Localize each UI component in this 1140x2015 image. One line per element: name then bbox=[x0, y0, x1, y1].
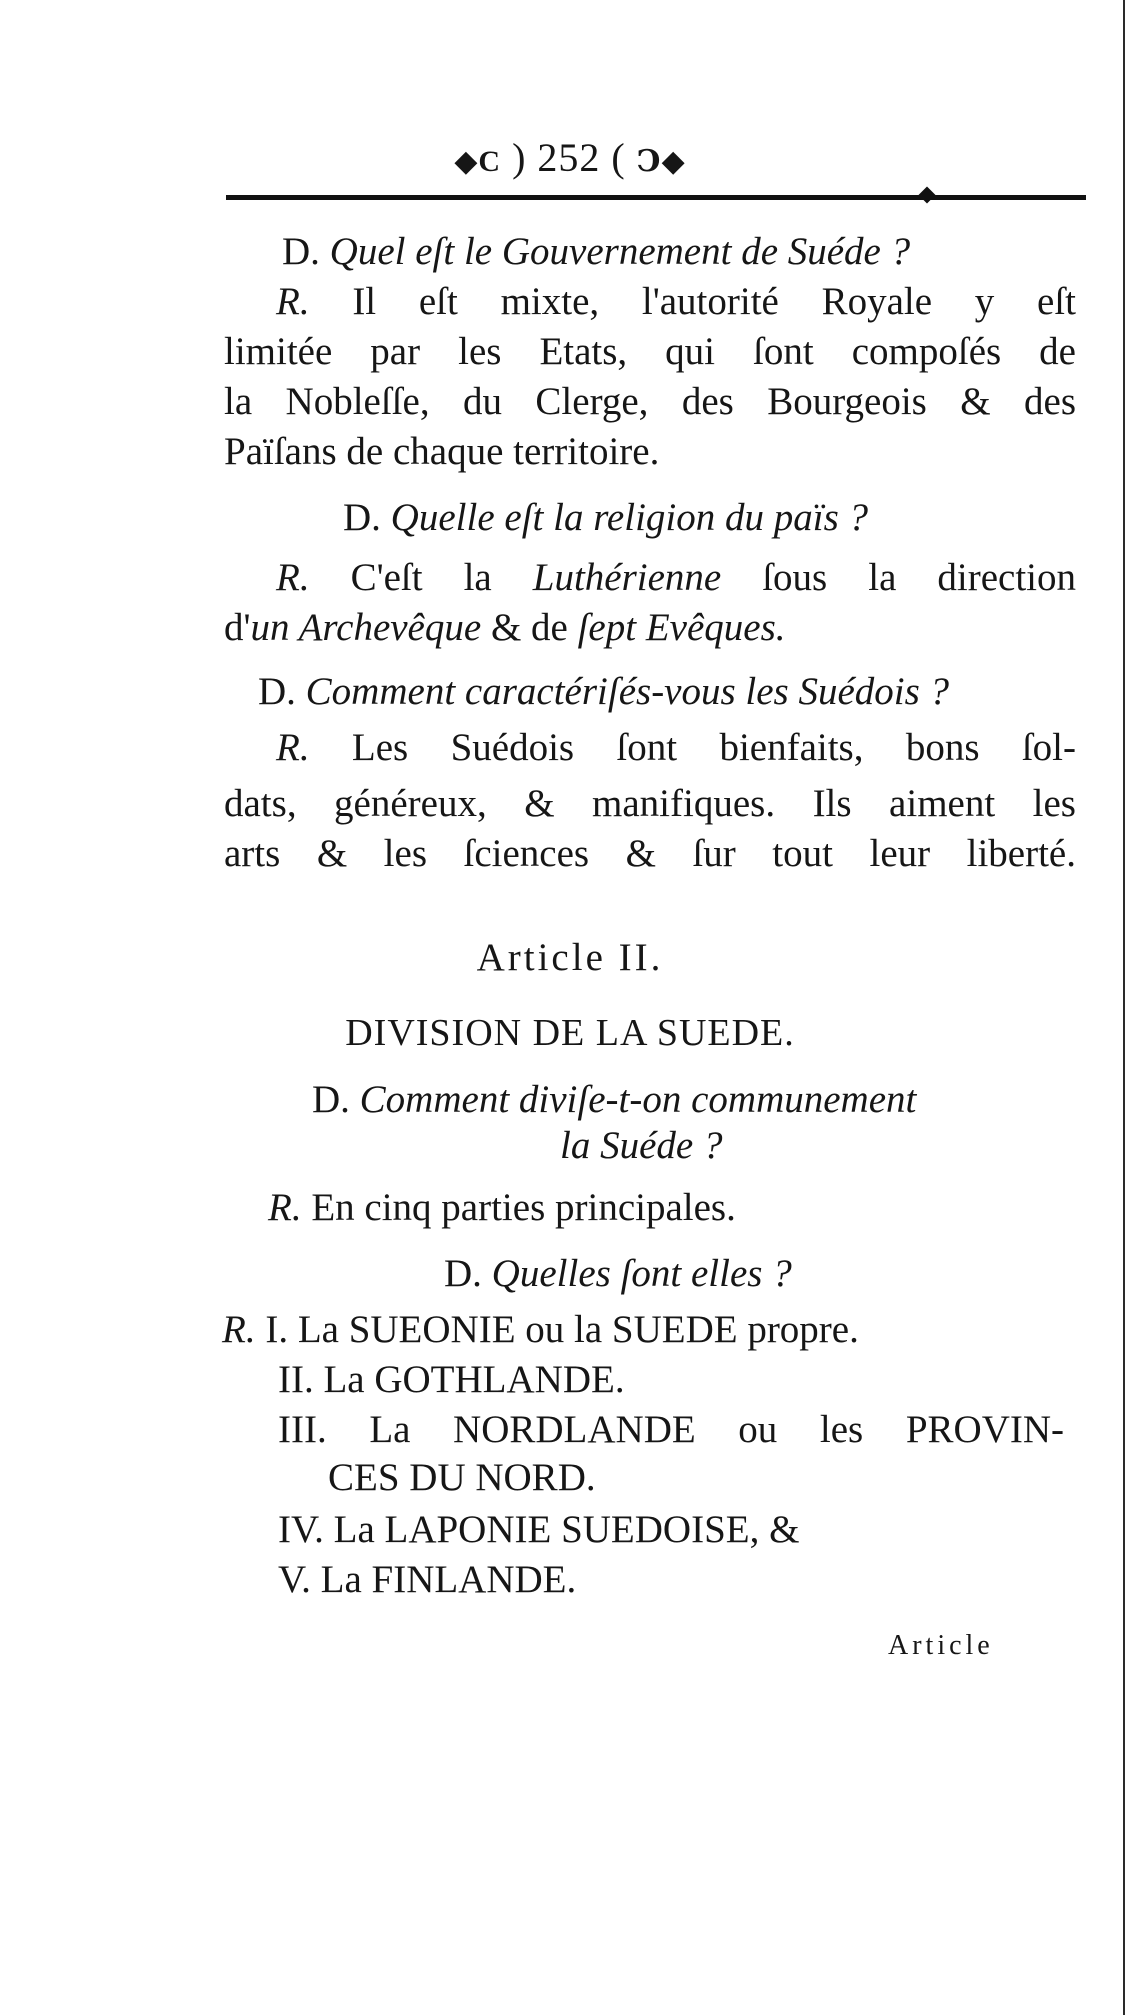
division-list-item-2: II. La GOTHLANDE. bbox=[278, 1358, 625, 1401]
answer-1-line-4: Païſans de chaque territoire. bbox=[224, 430, 660, 473]
article-question-1-line-2: la Suéde ? bbox=[560, 1124, 723, 1167]
division-list-item-3-cont: CES DU NORD. bbox=[328, 1456, 596, 1499]
rule-ornament bbox=[919, 187, 936, 204]
question-text: Quelles ſont elles ? bbox=[491, 1252, 792, 1295]
question-3 bbox=[258, 672, 949, 711]
question-marker: D. bbox=[444, 1252, 482, 1295]
page-edge bbox=[1123, 0, 1125, 2015]
header-rule bbox=[226, 195, 1086, 200]
answer-2-line-2: d'un Archevêque & de ſept Evêques. bbox=[224, 606, 786, 649]
answer-2-line-1: R. C'eſt la Luthérienne ſous la direction bbox=[276, 556, 1076, 599]
article-subheading: DIVISION DE LA SUEDE. bbox=[345, 1012, 795, 1054]
article-question-1-line-1 bbox=[312, 1080, 916, 1119]
answer-1-line-2: limitée par les Etats, qui ſont compoſés de bbox=[224, 330, 1076, 373]
question-text: Quelle eſt la religion du païs ? bbox=[390, 496, 869, 539]
question-2 bbox=[343, 498, 868, 537]
article-answer-1 bbox=[268, 1188, 736, 1227]
question-marker: D. bbox=[312, 1078, 350, 1121]
answer-3-line-1 bbox=[276, 728, 1076, 767]
answer-marker: R. bbox=[222, 1308, 256, 1351]
article-question-2 bbox=[444, 1254, 792, 1293]
question-marker: D. bbox=[258, 670, 296, 713]
catchword: Article bbox=[888, 1630, 994, 1661]
division-list-item-4: IV. La LAPONIE SUEDOISE, & bbox=[278, 1508, 800, 1551]
page-number: ) 252 ( bbox=[512, 135, 626, 180]
answer-marker: R. bbox=[276, 556, 310, 599]
answer-marker: R. bbox=[276, 280, 310, 323]
question-marker: D. bbox=[343, 496, 381, 539]
answer-marker: R. bbox=[276, 726, 310, 769]
right-ornament: Ↄ◆ bbox=[636, 145, 686, 178]
answer-text: Les Suédois ſont bienfaits, bons ſol- bbox=[351, 726, 1076, 769]
question-marker: D. bbox=[282, 230, 320, 273]
division-list-item-3: III. La NORDLANDE ou les PROVIN- bbox=[278, 1408, 1064, 1451]
division-list-item-5: V. La FINLANDE. bbox=[278, 1558, 577, 1601]
question-text: Quel eſt le Gouvernement de Suéde ? bbox=[329, 230, 911, 273]
running-header bbox=[0, 134, 1140, 181]
answer-text: Il eſt mixte, l'autorité Royale y eſt bbox=[352, 280, 1077, 323]
question-text: Comment diviſe-t-on communement bbox=[359, 1078, 917, 1121]
division-list-item-1: R. I. La SUEONIE ou la SUEDE propre. bbox=[222, 1308, 859, 1351]
answer-marker: R. bbox=[268, 1186, 302, 1229]
question-1 bbox=[282, 232, 910, 271]
left-ornament: ◆C bbox=[454, 145, 502, 178]
answer-3-line-3: arts & les ſciences & ſur tout leur liberté. bbox=[224, 832, 1076, 875]
answer-1-line-3: la Nobleſſe, du Clerge, des Bourgeois & des bbox=[224, 380, 1076, 423]
question-text: Comment caractériſés-vous les Suédois ? bbox=[305, 670, 950, 713]
answer-1-line-1 bbox=[276, 282, 1076, 321]
answer-3-line-2: dats, généreux, & manifiques. Ils aiment les bbox=[224, 782, 1076, 825]
article-heading: Article II. bbox=[476, 936, 664, 979]
answer-text: En cinq parties principales. bbox=[311, 1186, 736, 1229]
